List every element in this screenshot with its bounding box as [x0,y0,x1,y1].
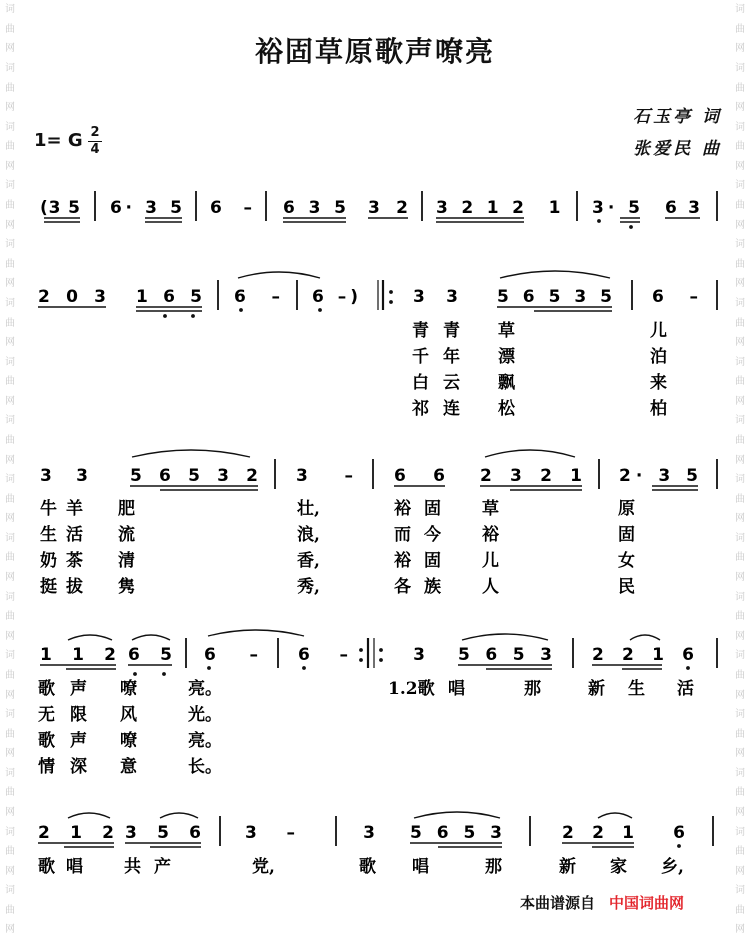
watermark-char: 曲 [5,23,15,35]
watermark-char: 网 [735,924,745,936]
octave-dot [162,672,166,676]
note-group: 6· 3 5 [110,198,182,218]
octave-dot [389,300,393,304]
note-group: 3 2 [368,198,408,218]
time-signature-top: 2 [90,125,100,140]
lyric-verse-1: 那 [485,857,502,877]
slur [132,450,250,457]
lyric-verse-2: 风 [120,705,137,725]
lyric-verse-1: 歌 [38,679,55,699]
lyric-verse-3: 固 [424,551,441,571]
watermark-char: 词 [735,767,745,779]
lyric-verse-3: 嘹 [120,731,137,751]
lyric-verse-1: 亮。 [188,679,222,699]
watermark-char: 词 [5,532,15,544]
watermark-char: 网 [735,513,745,525]
watermark-char: 词 [735,591,745,603]
lyric-verse-4: 人 [482,577,499,597]
note-group: 6 – [298,645,348,665]
lyric-verse-3: 奶 [40,551,57,571]
watermark-char: 曲 [5,258,15,270]
lyric-verse-2: 光。 [188,705,222,725]
lyric-verse-2: 今 [424,525,441,545]
note-group: 3 5 6 [125,823,201,843]
watermark-char: 曲 [735,435,745,446]
slur [160,813,198,818]
watermark-char: 网 [735,572,745,584]
lyric-verse-4: 挺 [40,577,57,597]
lyric-verse-4: 深 [70,757,87,777]
slur [500,271,610,278]
lyric-verse-4: 拔 [66,577,83,597]
watermark-char: 网 [5,278,15,290]
lyric-verse-1: 那 [524,679,541,699]
lyric-verse-2: 裕 [482,525,499,545]
watermark-char: 曲 [735,200,745,212]
lyric-verse-1: 唱 [66,857,83,877]
octave-dot [359,648,363,652]
note-group: 6 – [652,287,698,307]
lyric-verse-3: 清 [118,551,135,571]
lyricist-credit: 石玉亭 词 [633,107,722,127]
lyric-verse-3: 茶 [66,551,83,571]
note-group: 1 1 2 [40,645,116,665]
note-group: 6 – [210,198,252,218]
lyric-verse-3: 白 [412,373,429,393]
lyric-verse-4: 隽 [118,577,135,597]
octave-dot [677,844,681,848]
note-group: 5 6 5 3 2 [130,466,258,486]
watermark-char: 词 [735,532,745,544]
watermark-char: 曲 [735,82,745,94]
lyric-verse-1: 嘹 [120,679,137,699]
lyric-verse-1: 唱 [412,857,429,877]
watermark-char: 词 [735,709,745,721]
lyric-verse-4: 情 [38,757,55,777]
lyric-verse-1: 1.2歌 [388,679,435,699]
lyric-verse-1: 原 [618,499,635,519]
note-group: 3· 5 [592,198,640,218]
watermark-char: 网 [5,337,15,349]
lyric-verse-1: 乡, [661,857,684,877]
lyric-verse-3: 来 [650,373,667,393]
watermark-char: 曲 [735,258,745,270]
watermark-char: 网 [5,572,15,584]
octave-dot [163,314,167,318]
lyric-verse-2: 活 [66,525,83,545]
slur [68,635,112,640]
lyric-verse-1: 唱 [448,679,465,699]
watermark-char: 词 [5,239,15,251]
lyric-verse-1: 产 [154,857,171,877]
note-group: (3 5 [40,198,80,218]
watermark-char: 词 [735,121,745,133]
watermark-char: 曲 [735,552,745,564]
slur [238,272,320,278]
lyric-verse-1: 生 [628,679,645,699]
lyric-verse-1: 固 [424,499,441,519]
watermark-char: 网 [735,806,745,818]
lyric-verse-1: 新 [588,679,605,699]
slur [462,634,548,640]
lyric-verse-4: 柏 [650,399,667,419]
note-group: 2· 3 5 [619,466,698,486]
lyric-verse-3: 飘 [498,373,515,393]
watermark-char: 曲 [5,376,15,388]
watermark-char: 网 [735,43,745,55]
watermark-char: 网 [5,395,15,407]
lyric-verse-4: 祁 [412,399,429,419]
watermark-char: 曲 [735,846,745,858]
note-group: 3 [363,823,375,843]
watermark-char: 曲 [5,787,15,799]
note-group: 6 –) [312,287,358,307]
watermark-char: 词 [735,180,745,192]
lyric-verse-2: 固 [618,525,635,545]
octave-dot [318,308,322,312]
watermark-char: 词 [5,415,15,427]
watermark-char: 曲 [735,669,745,681]
song-title: 裕固草原歌声嘹亮 [254,35,495,68]
lyric-verse-2: 无 [38,705,55,725]
source-label: 本曲谱源自 [520,894,596,912]
lyric-verse-4: 民 [618,577,635,597]
octave-dot [133,672,137,676]
lyric-verse-2: 千 [412,347,429,367]
note-group: 5 6 5 3 5 [497,287,612,307]
lyric-verse-1: 肥 [118,499,135,519]
note-group: 1 [548,198,561,218]
watermark-char: 曲 [735,317,745,329]
note-group: 2 2 1 [562,823,634,843]
watermark-char: 曲 [735,493,745,505]
lyric-verse-1: 儿 [650,321,667,341]
watermark-char: 曲 [5,435,15,446]
octave-dot [629,225,633,229]
lyric-verse-1: 歌 [359,857,376,877]
octave-dot [302,666,306,670]
watermark-char: 曲 [5,552,15,564]
octave-dot [239,308,243,312]
lyric-verse-1: 新 [559,857,576,877]
watermark-char: 词 [5,4,15,16]
note-group: 6 3 5 [283,198,346,218]
watermark-char: 曲 [5,669,15,681]
watermark-char: 曲 [5,846,15,858]
note-group: 6 – [204,645,258,665]
watermark-char: 词 [5,180,15,192]
slur [414,812,500,818]
watermark-char: 曲 [5,493,15,505]
octave-dot [686,666,690,670]
lyric-verse-1: 牛 [40,499,57,519]
watermark-char: 词 [5,650,15,662]
lyric-verse-3: 香, [297,551,320,571]
watermark-char: 词 [5,474,15,486]
watermark-char: 网 [735,454,745,466]
watermark-char: 词 [5,709,15,721]
note-group: 3 2 1 2 [436,198,524,218]
watermark-char: 曲 [735,787,745,799]
lyric-verse-3: 儿 [482,551,499,571]
watermark-char: 网 [5,865,15,877]
slur [132,635,170,640]
watermark-char: 网 [5,689,15,701]
lyric-verse-4: 秀, [297,577,320,597]
watermark-char: 词 [5,591,15,603]
watermark-char: 网 [5,160,15,172]
note-group: 6 – [234,287,280,307]
note-group: 1 6 5 [136,287,202,307]
watermark-char: 曲 [5,141,15,153]
lyric-verse-1: 歌 [38,857,55,877]
watermark-char: 网 [735,748,745,760]
octave-dot [379,648,383,652]
note-group: 6 [673,823,685,843]
watermark-char: 网 [5,806,15,818]
lyric-verse-2: 限 [70,705,87,725]
watermark-char: 网 [5,43,15,55]
octave-dot [389,290,393,294]
watermark-char: 曲 [735,728,745,740]
watermark-char: 网 [735,278,745,290]
note-group: 3 3 [413,287,458,307]
watermark-char: 词 [735,415,745,427]
watermark-char: 词 [5,356,15,368]
composer-credit: 张爱民 曲 [633,139,722,159]
watermark-char: 曲 [5,904,15,916]
watermark-char: 网 [735,689,745,701]
lyric-verse-1: 裕 [394,499,411,519]
watermark-char: 网 [5,924,15,936]
watermark-char: 曲 [5,317,15,329]
source-note [520,892,684,913]
octave-dot [191,314,195,318]
watermark-char: 词 [5,885,15,897]
watermark-char: 词 [735,885,745,897]
watermark-char: 曲 [735,904,745,916]
lyric-verse-2: 流 [118,525,135,545]
source-site: 中国词曲网 [609,894,685,912]
watermark-char: 词 [5,826,15,838]
lyric-verse-1: 声 [70,679,87,699]
note-group: 6 3 [665,198,700,218]
lyric-verse-4: 各 [394,577,411,597]
lyric-verse-1: 壮, [297,499,320,519]
watermark-char: 网 [5,219,15,231]
lyric-verse-1: 青 [443,321,460,341]
watermark-char: 网 [735,219,745,231]
watermark-char: 网 [735,102,745,114]
lyric-verse-2: 浪, [297,525,320,545]
lyric-verse-3: 云 [443,373,460,393]
note-group: 3 – [245,823,295,843]
note-group: 6 6 [394,466,445,486]
watermark-char: 词 [5,63,15,75]
octave-dot [597,219,601,223]
lyric-verse-1: 青 [412,321,429,341]
watermark-char: 词 [735,474,745,486]
octave-dot [207,666,211,670]
lyric-verse-3: 歌 [38,731,55,751]
slur [630,635,660,640]
note-group: 3 – [296,466,353,486]
watermark-char: 词 [735,4,745,16]
watermark-char: 曲 [735,141,745,153]
watermark-char: 词 [735,297,745,309]
watermark-char: 网 [735,337,745,349]
watermark-char: 网 [5,454,15,466]
watermark-char: 曲 [5,200,15,212]
lyric-verse-1: 家 [610,857,627,877]
lyric-verse-4: 长。 [188,757,222,777]
lyric-verse-4: 连 [443,399,460,419]
lyric-verse-3: 女 [618,551,635,571]
time-signature-bottom: 4 [90,142,100,157]
lyric-verse-2: 漂 [498,347,515,367]
lyric-verse-4: 意 [120,757,137,777]
lyric-verse-2: 而 [394,525,411,545]
watermark-char: 曲 [735,376,745,388]
watermark-char: 网 [735,630,745,642]
lyric-verse-2: 年 [443,347,460,367]
watermark-char: 网 [5,630,15,642]
watermark-char: 词 [735,826,745,838]
watermark-char: 网 [735,395,745,407]
octave-dot [359,658,363,662]
lyric-verse-3: 裕 [394,551,411,571]
note-group: 5 6 5 3 [458,645,552,665]
watermark-char: 曲 [735,23,745,35]
note-group: 2 0 3 [38,287,106,307]
slur [485,450,575,457]
lyric-verse-4: 族 [424,577,441,597]
lyric-verse-4: 松 [498,399,515,419]
watermark-char: 词 [735,63,745,75]
note-group: 3 3 [40,466,88,486]
watermark-char: 网 [5,102,15,114]
watermark-char: 词 [735,239,745,251]
octave-dot [379,658,383,662]
lyric-verse-1: 活 [677,679,694,699]
slur [68,813,110,818]
watermark-char: 词 [735,356,745,368]
note-group: 2 3 2 1 [480,466,582,486]
slur [208,630,304,636]
watermark-char: 词 [5,297,15,309]
watermark-char: 词 [5,121,15,133]
watermark-char: 词 [735,650,745,662]
note-group: 2 1 2 [38,823,114,843]
lyric-verse-3: 声 [70,731,87,751]
lyric-verse-1: 党, [252,857,275,877]
lyric-verse-2: 泊 [650,347,667,367]
lyric-verse-1: 羊 [66,499,83,519]
watermark-char: 网 [735,865,745,877]
watermark-char: 曲 [5,728,15,740]
watermark-char: 网 [5,513,15,525]
note-group: 5 6 5 3 [410,823,502,843]
watermark-char: 网 [5,748,15,760]
watermark-char: 词 [5,767,15,779]
watermark-char: 曲 [5,82,15,94]
note-group: 2 2 1 6 [592,645,694,665]
lyric-verse-2: 生 [40,525,57,545]
watermark-char: 曲 [735,611,745,623]
note-group: 6 5 [128,645,172,665]
lyric-verse-1: 共 [124,857,141,877]
note-group: 3 [413,645,425,665]
lyric-verse-3: 亮。 [188,731,222,751]
slur [598,813,632,818]
watermark-char: 网 [735,160,745,172]
key-signature: 1= G [34,130,83,151]
lyric-verse-1: 草 [498,321,515,341]
watermark-char: 曲 [5,611,15,623]
lyric-verse-1: 草 [482,499,499,519]
